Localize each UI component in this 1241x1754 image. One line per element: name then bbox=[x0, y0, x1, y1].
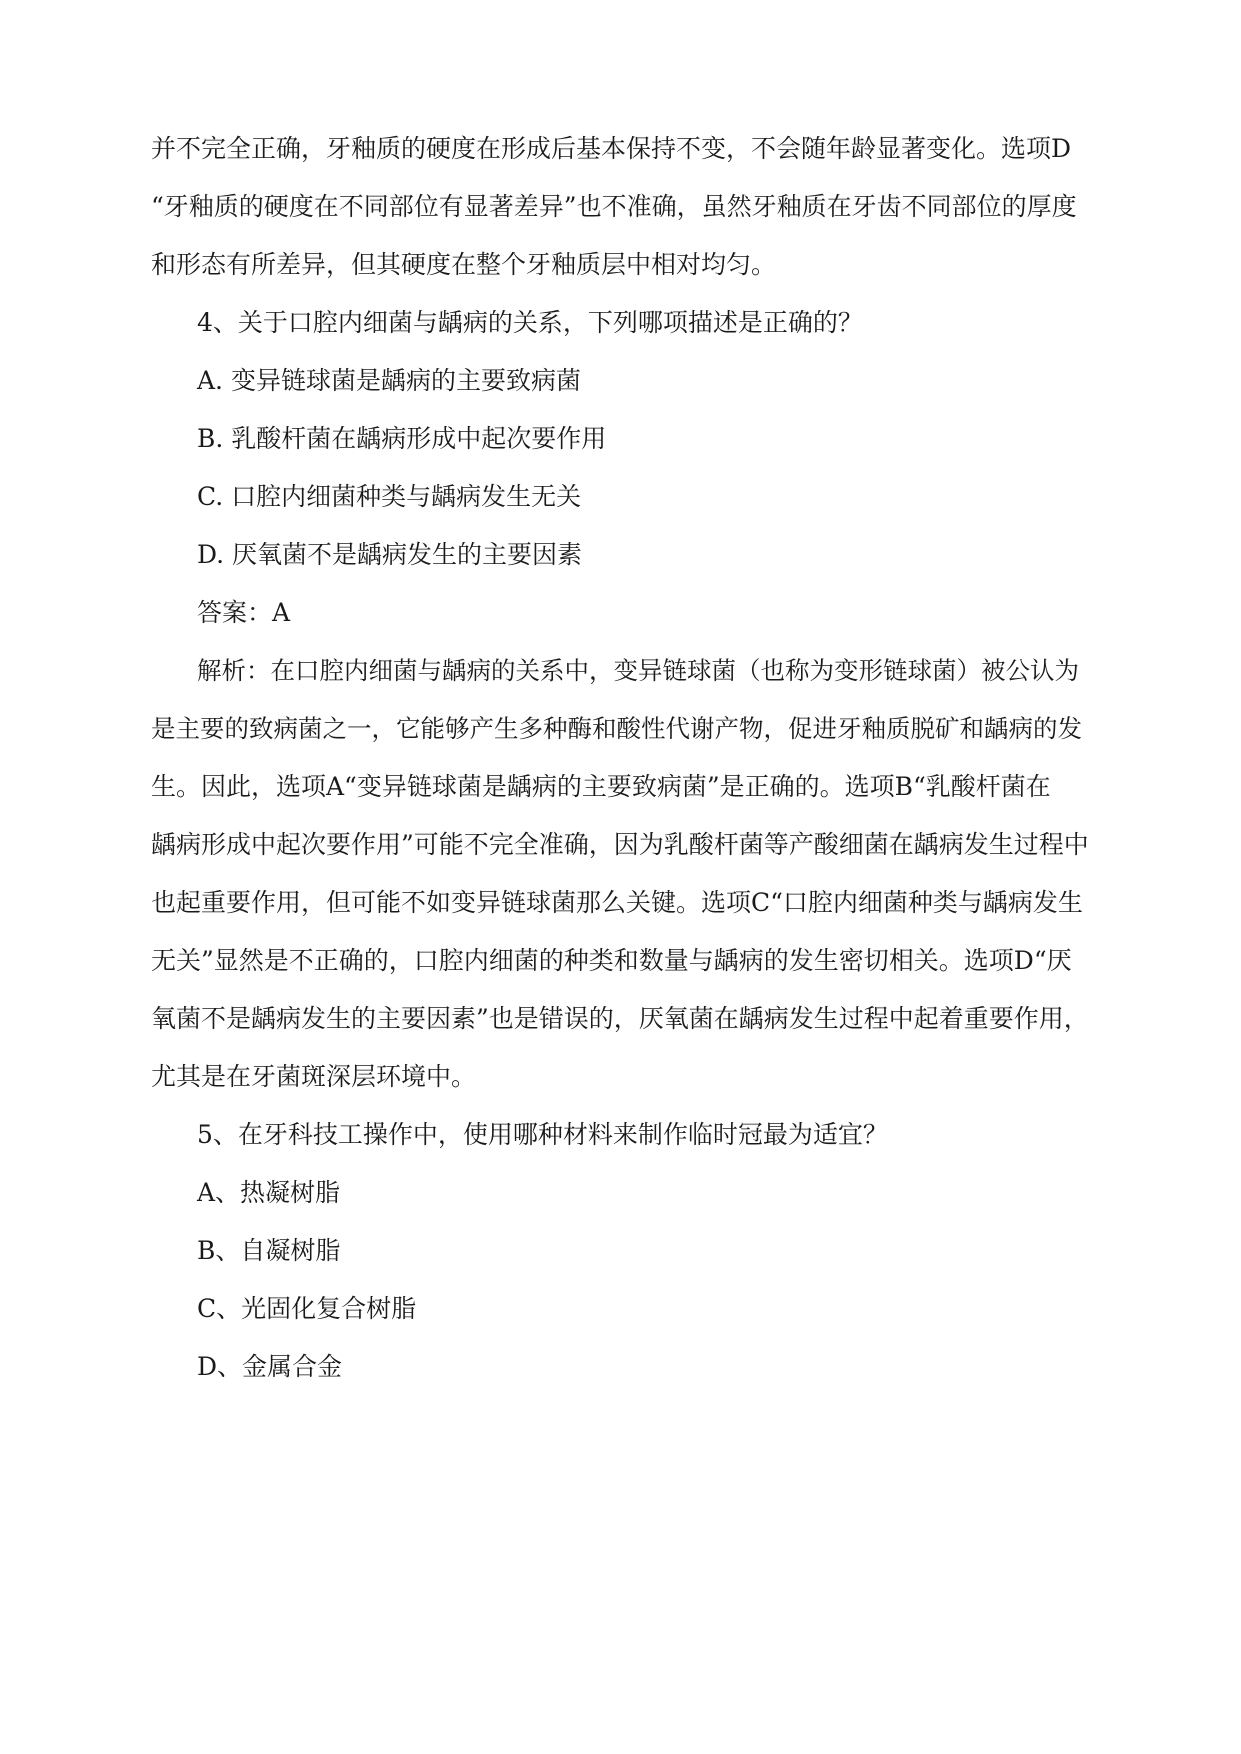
question-4-analysis-line: 也起重要作用，但可能不如变异链球菌那么关键。选项C“口腔内细菌种类与龋病发生 bbox=[151, 888, 1083, 917]
continuation-line: “牙釉质的硬度在不同部位有显著差异”也不准确，虽然牙釉质在牙齿不同部位的厚度 bbox=[151, 192, 1077, 221]
question-4-analysis-line: 无关”显然是不正确的，口腔内细菌的种类和数量与龋病的发生密切相关。选项D“厌 bbox=[151, 946, 1072, 975]
question-5-option-c: C、光固化复合树脂 bbox=[197, 1294, 417, 1323]
question-4-analysis-line: 尤其是在牙菌斑深层环境中。 bbox=[151, 1062, 477, 1091]
question-4-analysis-line: 解析：在口腔内细菌与龋病的关系中，变异链球菌（也称为变形链球菌）被公认为 bbox=[197, 656, 1079, 685]
question-4-analysis-line: 是主要的致病菌之一，它能够产生多种酶和酸性代谢产物，促进牙釉质脱矿和龋病的发 bbox=[151, 714, 1082, 743]
question-5-stem: 5、在牙科技工操作中，使用哪种材料来制作临时冠最为适宜？ bbox=[197, 1120, 888, 1149]
question-4-option-d: D. 厌氧菌不是龋病发生的主要因素 bbox=[197, 540, 583, 569]
question-4-option-a: A. 变异链球菌是龋病的主要致病菌 bbox=[197, 366, 581, 395]
question-5-option-a: A、热凝树脂 bbox=[197, 1178, 341, 1207]
question-4-option-c: C. 口腔内细菌种类与龋病发生无关 bbox=[197, 482, 582, 511]
question-4-analysis-line: 龋病形成中起次要作用”可能不完全准确，因为乳酸杆菌等产酸细菌在龋病发生过程中 bbox=[151, 830, 1089, 859]
question-5-option-d: D、金属合金 bbox=[197, 1352, 343, 1381]
question-4-answer: 答案：A bbox=[197, 598, 291, 627]
continuation-line: 并不完全正确，牙釉质的硬度在形成后基本保持不变，不会随年龄显著变化。选项D bbox=[151, 134, 1072, 163]
question-5-option-b: B、自凝树脂 bbox=[197, 1236, 341, 1265]
continuation-line: 和形态有所差异，但其硬度在整个牙釉质层中相对均匀。 bbox=[151, 250, 777, 279]
question-4-stem: 4、关于口腔内细菌与龋病的关系，下列哪项描述是正确的？ bbox=[197, 308, 863, 337]
question-4-analysis-line: 生。因此，选项A“变异链球菌是龋病的主要致病菌”是正确的。选项B“乳酸杆菌在 bbox=[151, 772, 1051, 801]
question-4-option-b: B. 乳酸杆菌在龋病形成中起次要作用 bbox=[197, 424, 607, 453]
question-4-analysis-line: 氧菌不是龋病发生的主要因素”也是错误的，厌氧菌在龋病发生过程中起着重要作用， bbox=[151, 1004, 1089, 1033]
